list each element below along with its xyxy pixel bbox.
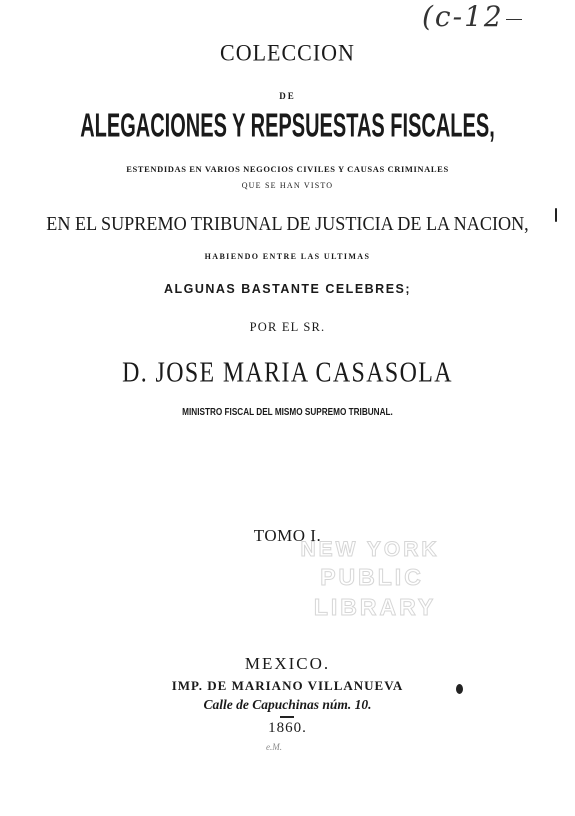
imprint-printer: IMP. DE MARIANO VILLANUEVA bbox=[171, 678, 404, 693]
handwritten-shelfmark: (c-12 bbox=[422, 0, 504, 33]
subtitle-line-1: ESTENDIDAS EN VARIOS NEGOCIOS CIVILES Y CAUSAS CRIMINALES bbox=[126, 164, 449, 174]
margin-mark bbox=[555, 208, 557, 222]
library-stamp-line-3: LIBRARY bbox=[313, 594, 437, 620]
imprint-address: Calle de Capuchinas núm. 10. bbox=[203, 697, 372, 712]
imprint-year: 1860. bbox=[268, 720, 307, 736]
subtitle-line-3: HABIENDO ENTRE LAS ULTIMAS bbox=[204, 252, 371, 261]
imprint-city: MEXICO. bbox=[244, 654, 331, 673]
title-collection: COLECCION bbox=[220, 39, 355, 66]
author-title: MINISTRO FISCAL DEL MISMO SUPREMO TRIBUNAL. bbox=[182, 407, 393, 418]
library-stamp-line-1: NEW YORK bbox=[300, 538, 440, 561]
subtitle-line-4: ALGUNAS BASTANTE CELEBRES; bbox=[163, 282, 412, 296]
catalog-mark: e.M. bbox=[266, 742, 282, 752]
subtitle-line-2: QUE SE HAN VISTO bbox=[241, 181, 334, 190]
year-rule bbox=[280, 716, 294, 718]
author-name: D. JOSE MARIA CASASOLA bbox=[122, 356, 453, 389]
volume-label: TOMO I. bbox=[253, 526, 322, 545]
main-title: ALEGACIONES Y REPSUESTAS FISCALES, bbox=[80, 107, 495, 145]
library-stamp-line-2: PUBLIC bbox=[320, 564, 424, 590]
author-prefix: POR EL SR. bbox=[249, 320, 326, 334]
title-de: DE bbox=[279, 91, 296, 101]
tribunal-line: EN EL SUPREMO TRIBUNAL DE JUSTICIA DE LA NACION, bbox=[46, 214, 529, 235]
ink-spot bbox=[456, 684, 463, 694]
